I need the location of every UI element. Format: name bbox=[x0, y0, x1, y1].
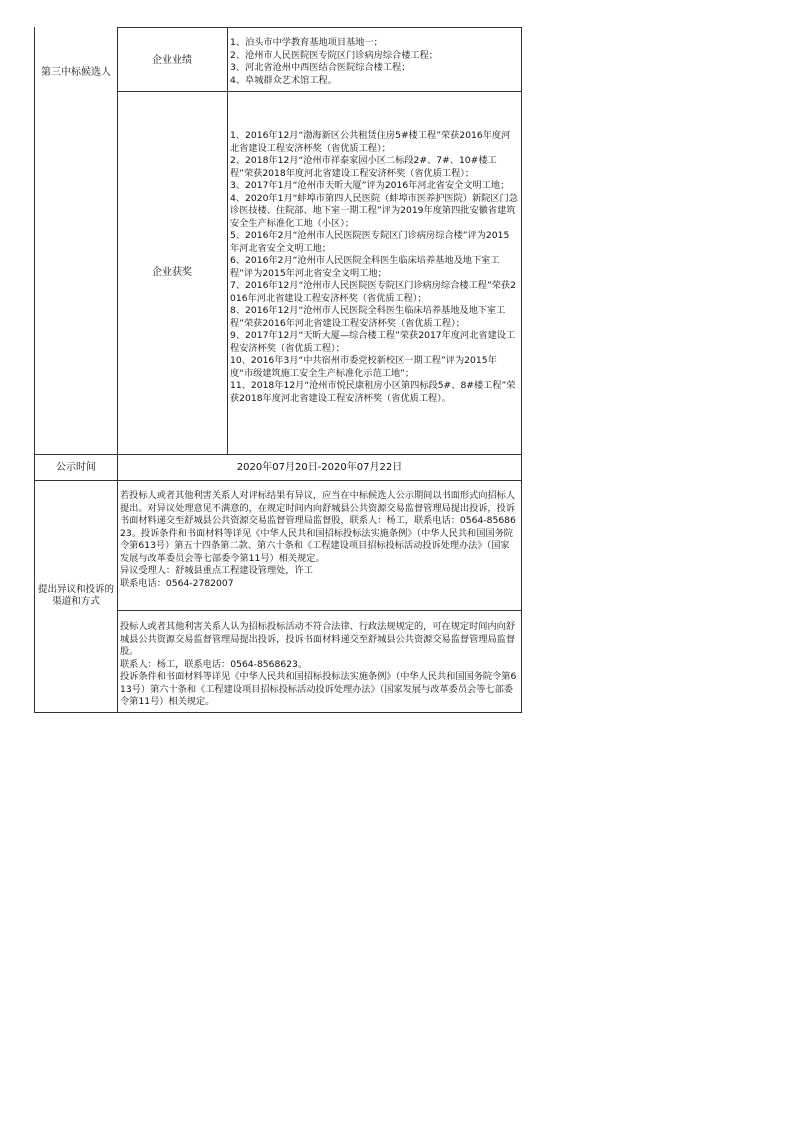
objection-paragraph: 若投标人或者其他利害关系人对评标结果有异议，应当在中标候选人公示期间以书面形式向招标人提出。对异议处理意见不满意的，在规定时间内向舒城县公共资源交易监督管理局提出投诉，投诉书面材料递交至舒城县公共资源交易监督管理局监督股，联系人：杨工，联系电话：0564-8568623。投诉条件和书面材料等详见《中华人民共和国招标投标法实施条例》（中华人民共和国国务院令第613号）第五十四条第二款、第六十条和《工程建设项目招标投标活动投诉处理办法》（国家发展与改革委员会等七部委令第11号）相关规定。 bbox=[120, 490, 516, 564]
awards-list bbox=[230, 130, 518, 405]
table-divider-performance-awards bbox=[117, 91, 522, 92]
table-divider-publicity-objection bbox=[34, 480, 522, 481]
objection-label: 提出异议和投诉的渠道和方式 bbox=[37, 584, 114, 607]
complaint-block bbox=[120, 621, 518, 709]
objection-block bbox=[120, 490, 518, 590]
table-border-top bbox=[117, 27, 522, 28]
performance-item: 4、阜城群众艺术馆工程。 bbox=[230, 74, 337, 86]
complaint-paragraph: 投标人或者其他利害关系人认为招标投标活动不符合法律、行政法规规定的，可在规定时间内向舒城县公共资源交易监督管理局提出投诉，投诉书面材料递交至舒城县公共资源交易监督管理局监督股。 bbox=[120, 621, 516, 657]
performance-label: 企业业绩 bbox=[152, 55, 192, 66]
performance-list bbox=[230, 37, 518, 87]
table-divider-objection-complaint bbox=[117, 610, 522, 611]
award-item: 3、2017年1月“沧州市天昕大厦”评为2016年河北省安全文明工地； bbox=[230, 180, 510, 191]
awards-label: 企业获奖 bbox=[152, 267, 192, 278]
performance-item: 3、河北省沧州中西医结合医院综合楼工程； bbox=[230, 62, 411, 73]
award-item: 5、2016年2月“沧州市人民医院医专院区门诊病房综合楼”评为2015年河北省安全文明工地； bbox=[230, 230, 510, 254]
award-item: 11、2018年12月“沧州市悦民康租房小区第四标段5#、8#楼工程”荣获2018年度河北省建设工程安济杯奖（省优质工程）。 bbox=[230, 380, 516, 404]
publicity-label: 公示时间 bbox=[56, 462, 96, 473]
table-border-left bbox=[34, 27, 35, 713]
publicity-value: 2020年07月20日-2020年07月22日 bbox=[236, 462, 403, 473]
award-item: 1、2016年12月“渤海新区公共租赁住房5#楼工程”荣获2016年度河北省建设工程安济杯奖（省优质工程）； bbox=[230, 130, 511, 154]
complaint-regulations: 投诉条件和书面材料等详见《中华人民共和国招标投标法实施条例》（中华人民共和国国务院令第613号）第六十条和《工程建设项目招标投标活动投诉处理办法》（国家发展与改革委员会等七部委令第11号）相关规定。 bbox=[120, 671, 517, 707]
table-divider-col2 bbox=[227, 27, 228, 455]
award-item: 8、2016年12月“沧州市人民医院全科医生临床培养基地及地下室工程”荣获2016年河北省建设工程安济杯奖（省优质工程）； bbox=[230, 305, 506, 329]
award-item: 2、2018年12月“沧州市祥泰家园小区二标段2#、7#、10#楼工程”荣获2018年度河北省建设工程安济杯奖（省优质工程）； bbox=[230, 155, 497, 179]
award-item: 10、2016年3月“中共宿州市委党校新校区一期工程”评为2015年度“市级建筑施工安全生产标准化示范工地”； bbox=[230, 355, 497, 379]
table-border-bottom bbox=[34, 712, 522, 713]
candidate-label: 第三中标候选人 bbox=[41, 67, 111, 78]
performance-item: 1、泊头市中学教育基地项目基地一； bbox=[230, 37, 383, 48]
complaint-contact: 联系人：杨工，联系电话：0564-8568623。 bbox=[120, 658, 308, 670]
table-divider-col1 bbox=[117, 27, 118, 713]
objection-contact: 异议受理人：舒城县重点工程建设管理处，许工 bbox=[120, 565, 313, 576]
table-border-right bbox=[521, 27, 522, 713]
performance-item: 2、沧州市人民医院医专院区门诊病房综合楼工程； bbox=[230, 49, 438, 61]
table-divider-awards-publicity bbox=[34, 454, 522, 455]
award-item: 4、2020年1月“蚌埠市第四人民医院（蚌埠市医养护医院）新院区门急诊医技楼、住院部、地下室一期工程”评为2019年度第四批安徽省建筑安全生产标准化工地（小区）； bbox=[230, 192, 518, 229]
award-item: 9、2017年12月“天昕大厦—综合楼工程”荣获2017年度河北省建设工程安济杯奖（省优质工程）； bbox=[230, 330, 516, 354]
award-item: 7、2016年12月“沧州市人民医院医专院区门诊病房综合楼工程”荣获2016年河北省建设工程安济杯奖（省优质工程）； bbox=[230, 280, 516, 304]
award-item: 6、2016年2月“沧州市人民医院全科医生临床培养基地及地下室工程”评为2015年河北省安全文明工地； bbox=[230, 255, 500, 279]
objection-phone: 联系电话：0564-2782007 bbox=[120, 577, 234, 589]
